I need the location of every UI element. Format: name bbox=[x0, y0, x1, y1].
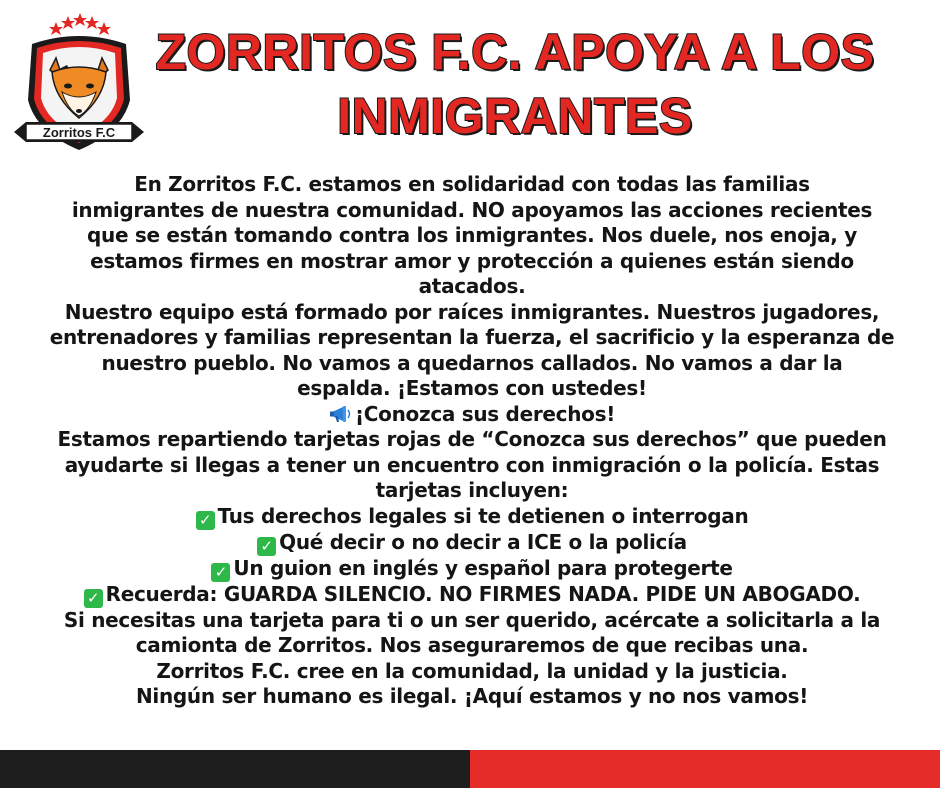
closing-line: camionta de Zorritos. Nos aseguraremos de que recibas una. bbox=[135, 633, 809, 657]
club-logo bbox=[12, 10, 146, 158]
checklist-text: Recuerda: GUARDA SILENCIO. NO FIRMES NADA. PIDE UN ABOGADO. bbox=[105, 581, 861, 606]
cards-line: ayudarte si llegas a tener un encuentro con inmigración o la policía. Estas bbox=[64, 452, 880, 477]
checklist-item bbox=[8, 556, 936, 582]
checklist-text: Un guion en inglés y español para protegerte bbox=[233, 555, 733, 580]
checklist-item bbox=[8, 582, 936, 608]
rights-heading bbox=[8, 402, 936, 428]
rights-heading-text: ¡Conozca sus derechos! bbox=[354, 401, 616, 426]
message-body bbox=[8, 172, 936, 710]
cards-line: Estamos repartiendo tarjetas rojas de “Conozca sus derechos” que pueden bbox=[57, 427, 887, 451]
body-line: nuestro pueblo. No vamos a quedarnos callados. No vamos a dar la bbox=[101, 350, 843, 375]
body-line: Nuestro equipo está formado por raíces inmigrantes. Nuestros jugadores, bbox=[64, 299, 880, 324]
body-line: estamos firmes en mostrar amor y protección a quienes están siendo bbox=[90, 248, 854, 273]
page-title bbox=[150, 20, 880, 148]
logo-text: Zorritos F.C bbox=[42, 125, 116, 140]
body-line: atacados. bbox=[418, 274, 526, 298]
body-line: que se están tomando contra los inmigrantes. Nos duele, nos enoja, y bbox=[87, 223, 857, 247]
footer-bar-dark bbox=[0, 750, 470, 788]
megaphone-icon bbox=[329, 404, 353, 424]
checklist-text: Qué decir o no decir a ICE o la policía bbox=[279, 529, 687, 554]
title-line-1: ZORRITOS F.C. APOYA A LOS bbox=[155, 24, 875, 80]
checklist-item bbox=[8, 504, 936, 530]
check-icon: ✓ bbox=[211, 563, 230, 582]
body-line: entrenadores y familias representan la fuerza, el sacrificio y la esperanza de bbox=[49, 325, 895, 349]
footer-bar-red bbox=[470, 750, 940, 788]
checklist-text: Tus derechos legales si te detienen o interrogan bbox=[217, 503, 749, 528]
check-icon: ✓ bbox=[84, 589, 103, 608]
checklist-item bbox=[8, 530, 936, 556]
check-icon: ✓ bbox=[257, 537, 276, 556]
body-line: inmigrantes de nuestra comunidad. NO apoyamos las acciones recientes bbox=[71, 197, 873, 222]
fox-crest-logo bbox=[12, 10, 146, 158]
closing-line: Si necesitas una tarjeta para ti o un ser querido, acércate a solicitarla a la bbox=[63, 607, 881, 632]
body-line: espalda. ¡Estamos con ustedes! bbox=[297, 376, 647, 400]
closing-line: Ningún ser humano es ilegal. ¡Aquí estamos y no nos vamos! bbox=[135, 684, 809, 708]
title-line-2: INMIGRANTES bbox=[337, 88, 693, 144]
closing-line: Zorritos F.C. cree en la comunidad, la unidad y la justicia. bbox=[156, 658, 788, 683]
body-line: En Zorritos F.C. estamos en solidaridad con todas las familias bbox=[134, 172, 810, 196]
cards-line: tarjetas incluyen: bbox=[375, 478, 569, 502]
check-icon: ✓ bbox=[196, 511, 215, 530]
